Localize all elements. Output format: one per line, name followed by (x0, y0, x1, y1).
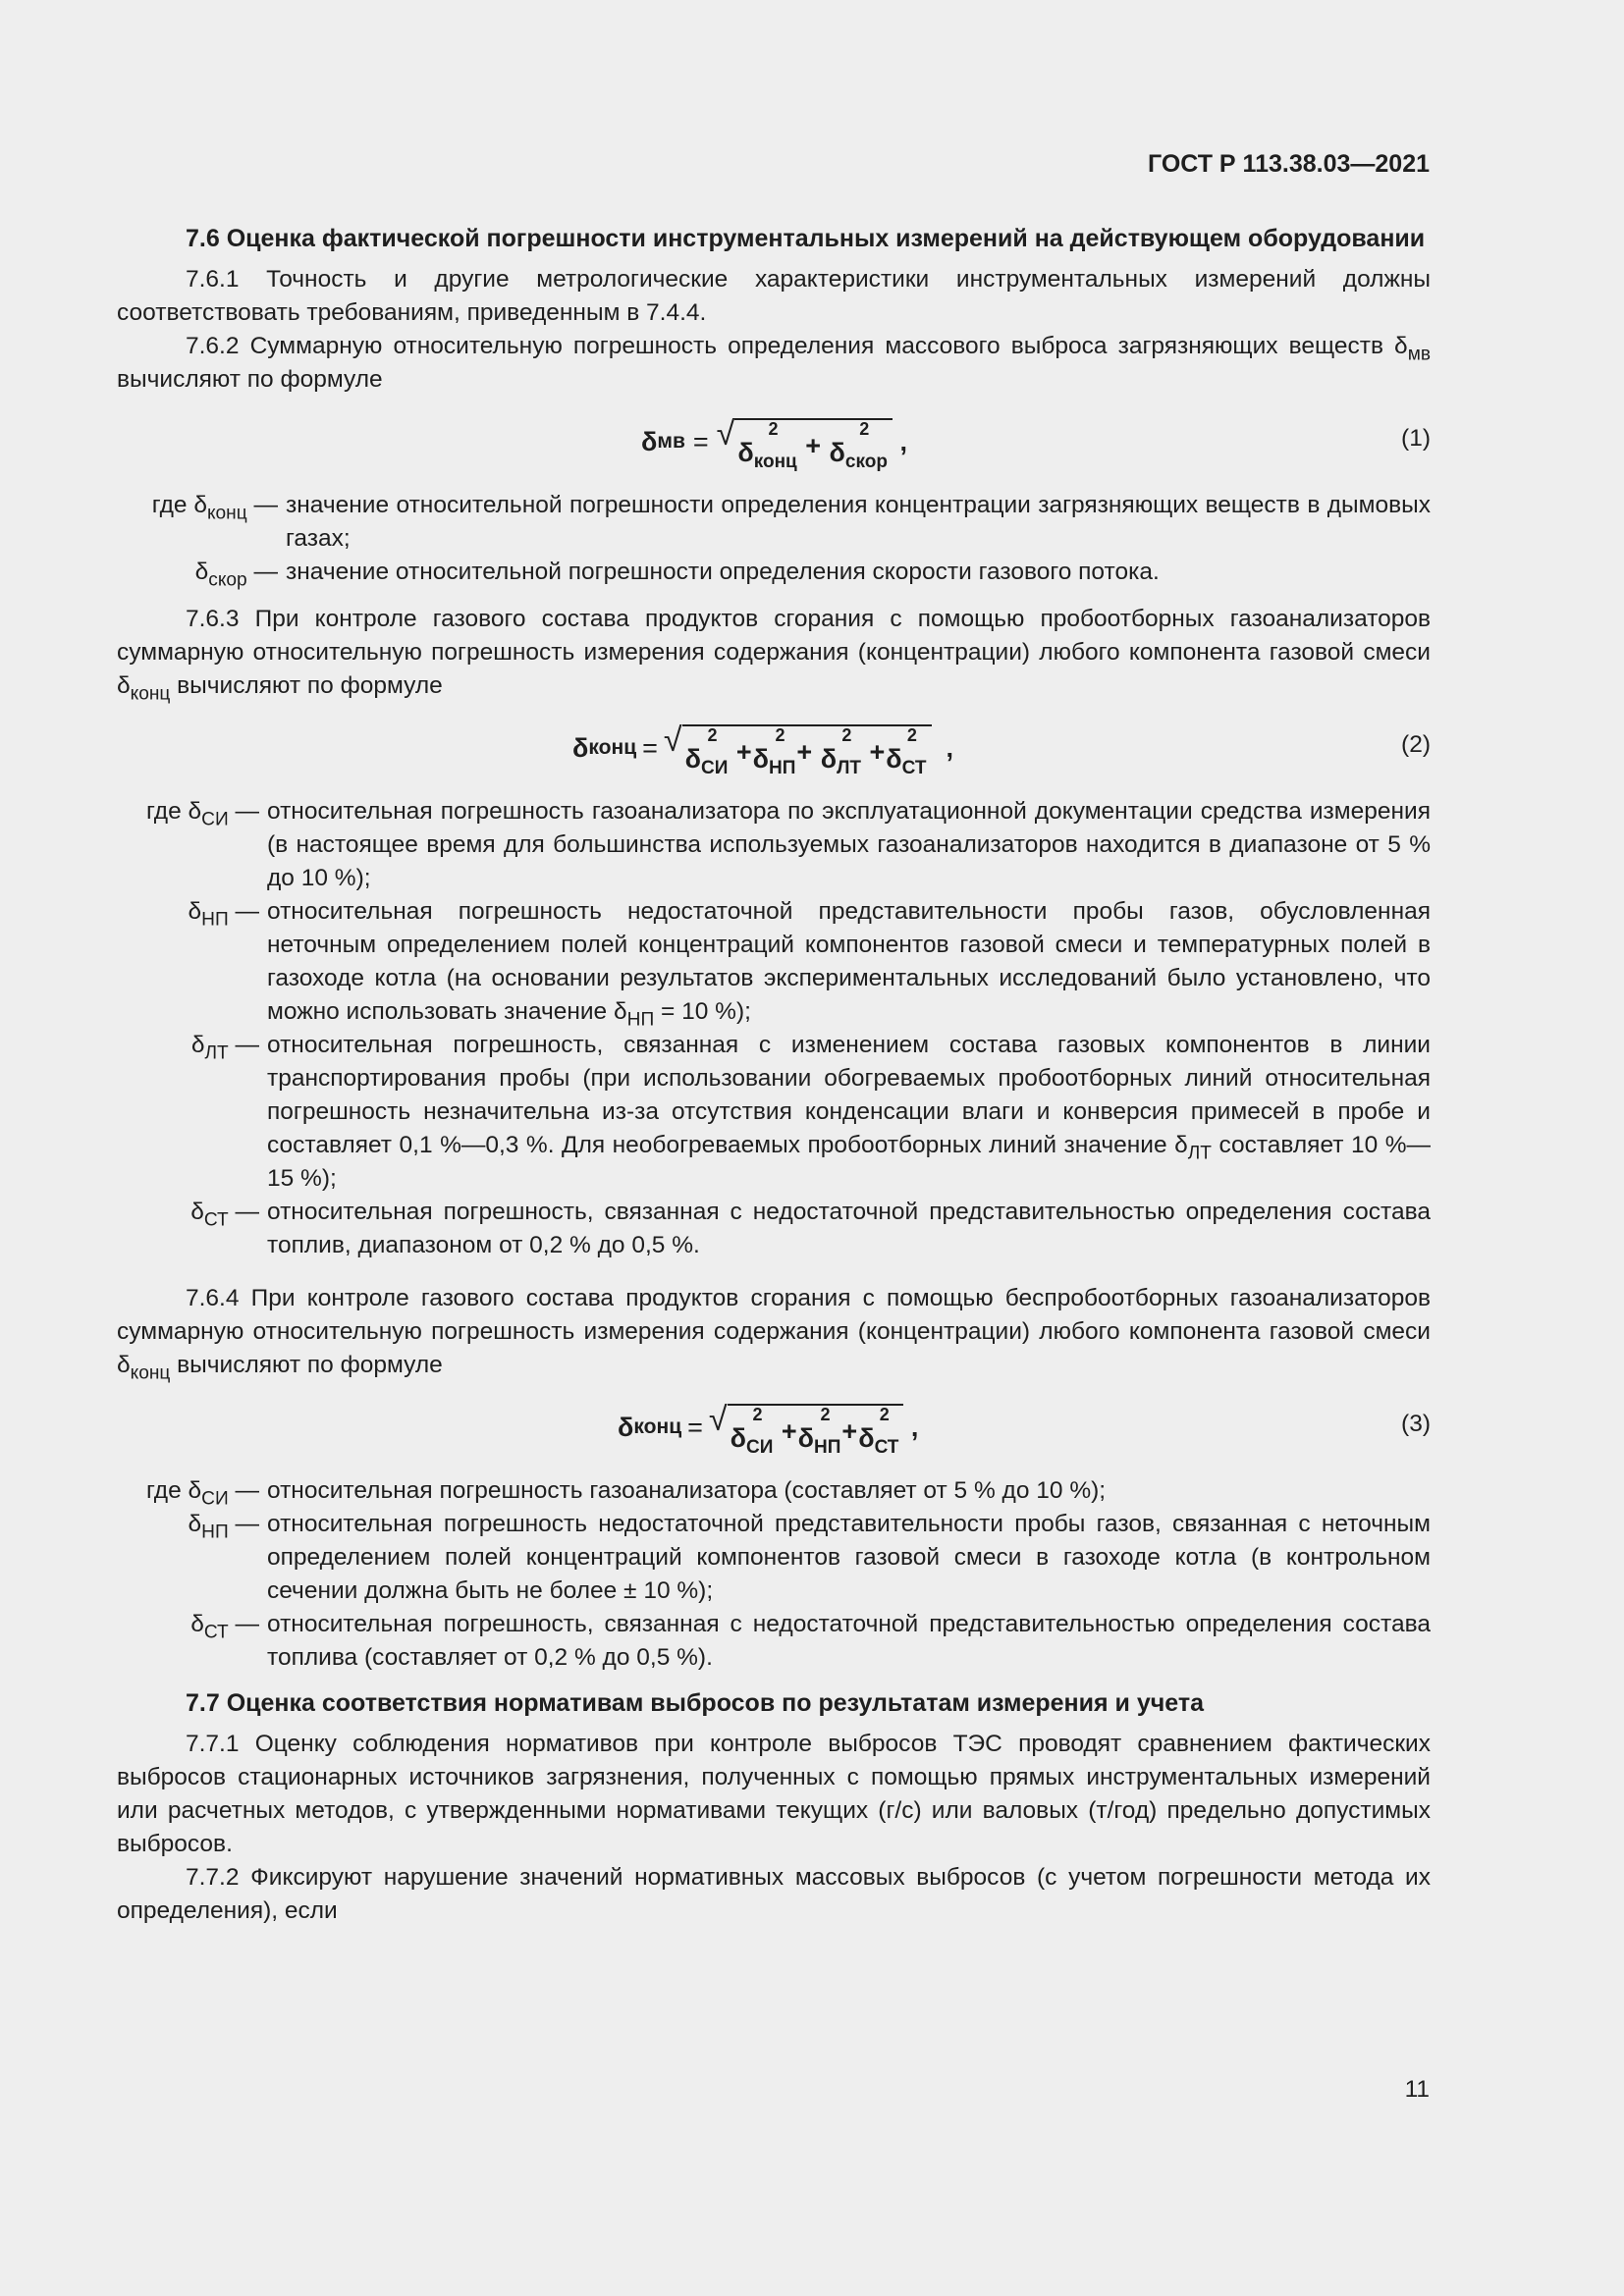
formula-1-number: (1) (1401, 425, 1431, 452)
formula-2 (117, 719, 1431, 779)
page-content (117, 222, 1431, 1928)
where-symbol: $\delta_{НП}$ — (188, 898, 259, 931)
paragraph-7-6-1: 7.6.1 Точность и другие метрологические характеристики инструментальных измерений должны соответствовать требованиям, приведенным в 7.4.4. (117, 266, 1431, 326)
where-symbol: $\delta_{ЛТ}$ — (190, 1032, 259, 1064)
section-heading-7-6: 7.6 Оценка фактической погрешности инструментальных измерений на действующем оборудовании (186, 225, 1426, 252)
where-list-1 (117, 489, 1431, 589)
where-definition: относительная погрешность недостаточной представительности пробы газов, связанная с неточным определением полей концентраций компонентов газовой смеси в газоходе котла (в контрольном сечении должна быть не более ± 10 %); (267, 1511, 1431, 1604)
where-list-3 (117, 1474, 1431, 1675)
where-symbol: $\delta_{СТ}$ — (190, 1611, 259, 1643)
where-definition: относительная погрешность недостаточной представительности пробы газов, обусловленная неточным определением полей концентраций компонентов газовой смеси и температурных полей в газоходе котла (на основании результатов экспериментальных исследований было установлено, что можно использовать значение $\delta_{НП} = 10$ %); (267, 898, 1431, 1031)
where-definition: значение относительной погрешности определения концентрации загрязняющих веществ в дымовых газах; (286, 492, 1431, 552)
where-symbol: $\delta_{скор}$ — (194, 559, 278, 591)
formula-3 (117, 1398, 1431, 1459)
where-symbol: $\delta_{СТ}$ — (190, 1199, 259, 1231)
formula-3-number: (3) (1401, 1411, 1431, 1437)
where-definition: значение относительной погрешности определения скорости газового потока. (286, 559, 1160, 585)
where-symbol: где $\delta_{СИ}$ — (145, 798, 259, 830)
where-definition: относительная погрешность газоанализатора по эксплуатационной документации средства измерения (в настоящее время для большинства используемых газоанализаторов находится в диапазоне от 5 % до 10 %); (267, 798, 1431, 891)
where-symbol: где $\delta_{СИ}$ — (145, 1477, 259, 1510)
formula-1 (117, 412, 1431, 473)
where-list-2 (117, 795, 1431, 1262)
where-definition: относительная погрешность газоанализатора (составляет от 5 % до 10 %); (267, 1477, 1107, 1504)
formula-3-expression: δ конц = √ 2 δ СИ + 2 δ НП + 2 δ СТ , (618, 1401, 919, 1458)
section-heading-7-7: 7.7 Оценка соответствия нормативам выбросов по результатам измерения и учета (186, 1689, 1204, 1717)
where-definition: относительная погрешность, связанная с недостаточной представительностью определения состава топлив, диапазоном от 0,2 % до 0,5 %. (267, 1199, 1431, 1258)
formula-2-expression: δ конц = √ 2 δ СИ + 2 δ НП + 2 δ ЛТ + 2 δ СТ , (572, 721, 954, 778)
paragraph-7-6-4: 7.6.4 При контроле газового состава продуктов сгорания с помощью беспробоотборных газоанализаторов суммарную относительную погрешность измерения содержания (концентрации) любого компонента газовой смеси $\delta_{конц}$ вычисляют по формуле (117, 1285, 1431, 1384)
where-definition: относительная погрешность, связанная с изменением состава газовых компонентов в линии транспортирования пробы (при использовании обогреваемых пробоотборных линий относительная погрешность незначительна из-за отсутствия конденсации влаги и конверсия примесей в пробе и составляет 0,1 %—0,3 %. Для необогреваемых пробоотборных линий значение $\delta_{ЛТ}$ составляет 10 %—15 %); (267, 1032, 1432, 1192)
where-definition: относительная погрешность, связанная с недостаточной представительностью определения состава топлива (составляет от 0,2 % до 0,5 %). (267, 1611, 1431, 1671)
paragraph-7-7-2: 7.7.2 Фиксируют нарушение значений нормативных массовых выбросов (с учетом погрешности метода их определения), если (117, 1864, 1431, 1924)
document-code: ГОСТ Р 113.38.03—2021 (1147, 150, 1430, 178)
formula-1-expression: δ мв = √ 2 δ конц + 2 δ скор , (641, 415, 907, 472)
paragraph-7-7-1: 7.7.1 Оценку соблюдения нормативов при контроле выбросов ТЭС проводят сравнением фактических выбросов стационарных источников загрязнения, полученных с помощью прямых инструментальных измерений или расчетных методов, с утвержденными нормативами текущих (г/с) или валовых (т/год) предельно допустимых выбросов. (117, 1731, 1431, 1857)
where-symbol: где $\delta_{конц}$ — (151, 492, 278, 524)
paragraph-7-6-3: 7.6.3 При контроле газового состава продуктов сгорания с помощью пробоотборных газоанализаторов суммарную относительную погрешность измерения содержания (концентрации) любого компонента газовой смеси $\delta_{конц}$ вычисляют по формуле (117, 606, 1431, 705)
page-number: 11 (1404, 2076, 1430, 2103)
paragraph-7-6-2: 7.6.2 Суммарную относительную погрешность определения массового выброса загрязняющих веществ $\delta_{мв}$ вычисляют по формуле (117, 333, 1431, 393)
formula-2-number: (2) (1401, 731, 1431, 758)
where-symbol: $\delta_{НП}$ — (188, 1511, 259, 1543)
